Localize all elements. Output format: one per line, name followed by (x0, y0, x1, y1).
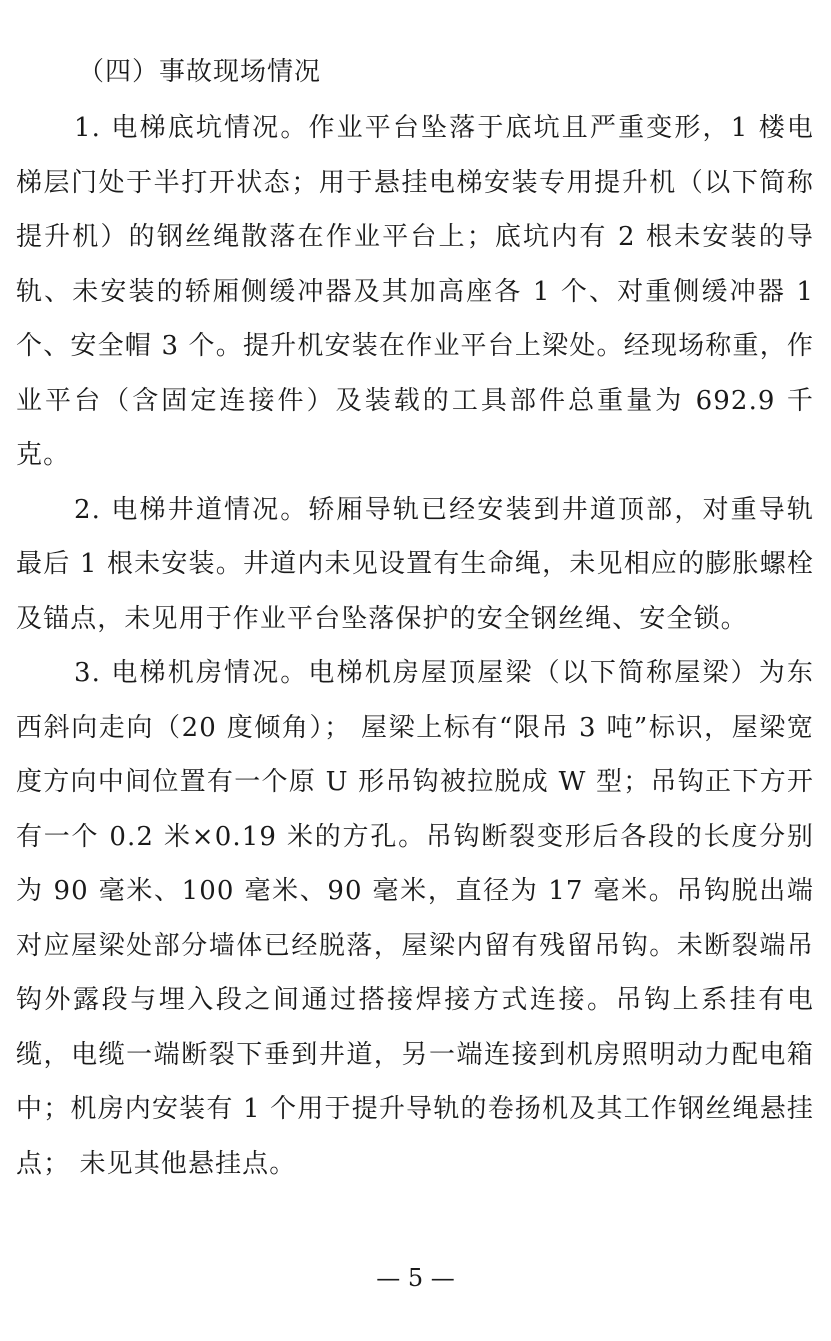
paragraph-elevator-shaft: 2. 电梯井道情况。轿厢导轨已经安装到井道顶部，对重导轨最后 1 根未安装。井道内未见设置有生命绳，未见相应的膨胀螺栓及锚点，未见用于作业平台坠落保护的安全钢丝绳、安全锁。 (16, 494, 814, 634)
body-text (16, 101, 814, 1191)
paragraph-elevator-pit: 1. 电梯底坑情况。作业平台坠落于底坑且严重变形，1 楼电梯层门处于半打开状态；用于悬挂电梯安装专用提升机（以下简称提升机）的钢丝绳散落在作业平台上；底坑内有 2 根未安装的导轨、未安装的轿厢侧缓冲器及其加高座各 1 个、对重侧缓冲器 1 个、安全帽 3 个。提升机安装在作业平台上梁处。经现场称重，作业平台（含固定连接件）及装载的工具部件总重量为 692.9 千克。 (16, 113, 814, 470)
section-heading: （四）事故现场情况 (78, 57, 322, 87)
paragraph-machine-room: 3. 电梯机房情况。电梯机房屋顶屋梁（以下简称屋梁）为东西斜向走向（20 度倾角）； 屋梁上标有“限吊 3 吨”标识，屋梁宽度方向中间位置有一个原 U 形吊钩被拉脱成 W 型；吊钩正下方开有一个 0.2 米×0.19 米的方孔。吊钩断裂变形后各段的长度分别为 90 毫米、100 毫米、90 毫米，直径为 17 毫米。吊钩脱出端对应屋梁处部分墙体已经脱落，屋梁内留有残留吊钩。未断裂端吊钩外露段与埋入段之间通过搭接焊接方式连接。吊钩上系挂有电缆，电缆一端断裂下垂到井道，另一端连接到机房照明动力配电箱中；机房内安装有 1 个用于提升导轨的卷扬机及其工作钢丝绳悬挂点； 未见其他悬挂点。 (16, 658, 814, 1179)
page-number: — 5 — (376, 1264, 455, 1292)
